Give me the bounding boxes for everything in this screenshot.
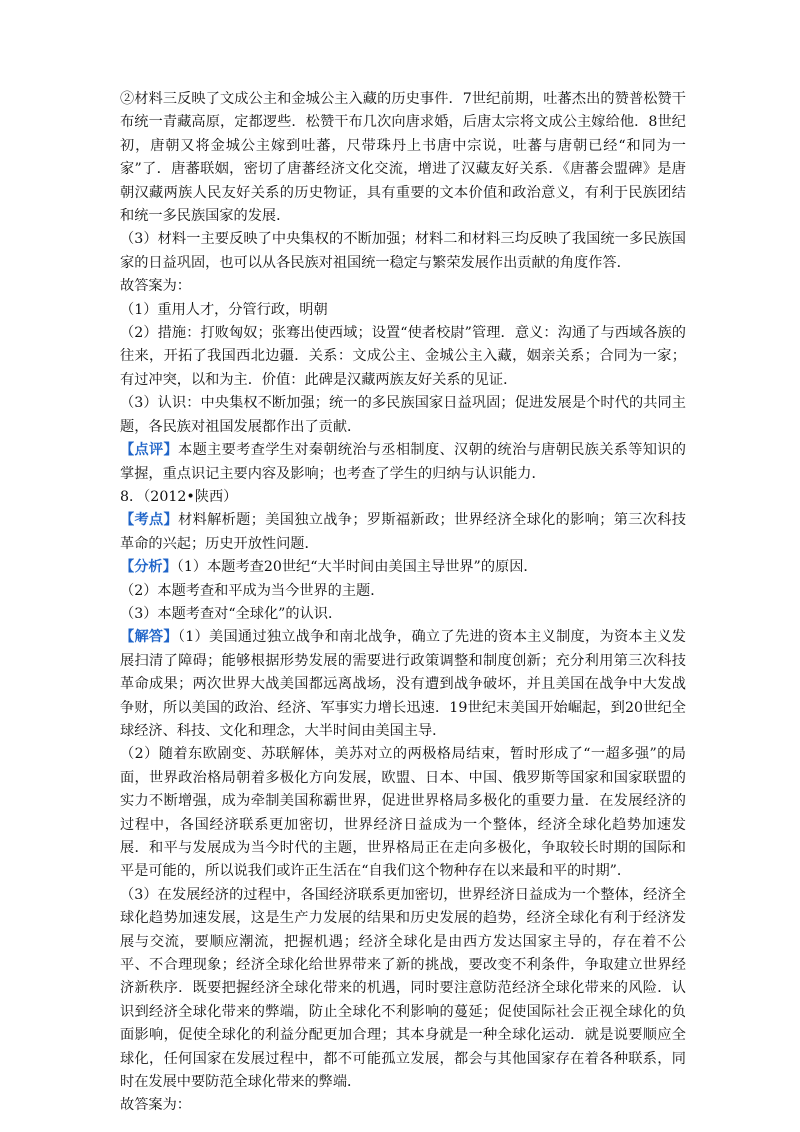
paragraph-text: （3）材料一主要反映了中央集权的不断加强；材料二和材料三均反映了我国统一多民族国家的日益巩固，也可以从各民族对祖国统一稳定与繁荣发展作出贡献的角度作答． bbox=[120, 231, 686, 271]
paragraph-text: （3）认识：中央集权不断加强；统一的多民族国家日益巩固；促进发展是个时代的共同主题，各民族对祖国发展都作出了贡献． bbox=[120, 395, 686, 435]
document-page bbox=[120, 88, 686, 1118]
paragraph-text: ②材料三反映了文成公主和金城公主入藏的历史事件．7世纪前期，吐蕃杰出的赞普松赞干布统一青藏高原，定都逻些．松赞干布几次向唐求婚，后唐太宗将文成公主嫁给他．8世纪初，唐朝又将金城公主嫁到吐蕃，尺带珠丹上书唐中宗说，吐蕃与唐朝已经“和同为一家”了．唐蕃联姻，密切了唐蕃经济文化交流，增进了汉藏友好关系．《唐蕃会盟碑》是唐朝汉藏两族人民友好关系的历史物证，具有重要的文本价值和政治意义，有利于民族团结和统一多民族国家的发展． bbox=[120, 91, 686, 225]
paragraph-text: 本题主要考查学生对秦朝统治与丞相制度、汉朝的统治与唐朝民族关系等知识的掌握，重点识记主要内容及影响；也考查了学生的归纳与认识能力． bbox=[120, 442, 686, 482]
paragraph-text: 故答案为： bbox=[120, 278, 191, 295]
paragraph-solution-2 bbox=[120, 743, 686, 883]
paragraph-answer-item-2 bbox=[120, 322, 686, 392]
paragraph-text: （1）本题考查20世纪“大半时间由美国主导世界”的原因． bbox=[176, 559, 538, 576]
paragraph-text: （1）重用人才，分管行政，明朝 bbox=[120, 301, 328, 318]
section-tag-solution: 【解答】 bbox=[120, 629, 178, 646]
section-tag-analysis: 【分析】 bbox=[120, 559, 177, 576]
paragraph-solution-1 bbox=[120, 626, 686, 743]
paragraph-text: （3）在发展经济的过程中，各国经济联系更加密切，世界经济日益成为一个整体，经济全球化趋势加速发展，这是生产力发展的结果和历史发展的趋势，经济全球化有利于经济发展与交流，要顺应潮流，把握机遇；经济全球化是由西方发达国家主导的，存在着不公平、不合理现象；经济全球化给世界带来了新的挑战，要改变不利条件，争取建立世界经济新秩序．既要把握经济全球化带来的机遇，同时要注意防范经济全球化带来的风险．认识到经济全球化带来的弊端，防止全球化不利影响的蔓延；促使国际社会正视全球化的负面影响，促使全球化的利益分配更加合理；其本身就是一种全球化运动．就是说要顺应全球化，任何国家在发展过程中，都不可能孤立发展，都会与其他国家存在着各种联系，同时在发展中要防范全球化带来的弊端． bbox=[120, 886, 686, 1091]
paragraph-answer-item-1 bbox=[120, 299, 686, 322]
paragraph-text: （2）本题考查和平成为当今世界的主题． bbox=[120, 582, 385, 599]
section-tag-key-points: 【考点】 bbox=[120, 512, 179, 529]
paragraph-comment bbox=[120, 439, 686, 486]
paragraph-answer-heading bbox=[120, 275, 686, 298]
paragraph-text: （1）美国通过独立战争和南北战争，确立了先进的资本主义制度，为资本主义发展扫清了障碍；能够根据形势发展的需要进行政策调整和制度创新；充分利用第三次科技革命成果；两次世界大战美国都远离战场，没有遭到战争破坏，并且美国在战争中大发战争财，所以美国的政治、经济、军事实力增长迅速．19世纪末美国开始崛起，到20世纪全球经济、科技、文化和理念，大半时间由美国主导． bbox=[120, 629, 686, 739]
section-tag-comment: 【点评】 bbox=[120, 442, 179, 459]
paragraph-answer-heading-2 bbox=[120, 1094, 686, 1117]
question-number-8 bbox=[120, 486, 686, 509]
paragraph-text: （2）随着东欧剧变、苏联解体，美苏对立的两极格局结束，暂时形成了“一超多强”的局面，世界政治格局朝着多极化方向发展，欧盟、日本、中国、俄罗斯等国家和国家联盟的实力不断增强，成为牵制美国称霸世界，促进世界格局多极化的重要力量．在发展经济的过程中，各国经济联系更加密切，世界经济日益成为一个整体，经济全球化趋势加速发展．和平与发展成为当今时代的主题，世界格局正在走向多极化，争取较长时期的国际和平是可能的，所以说我们或许正生活在“自我们这个物种存在以来最和平的时期”． bbox=[120, 746, 686, 880]
paragraph-text: （3）本题考查对“全球化”的认识． bbox=[120, 605, 343, 622]
paragraph-key-points bbox=[120, 509, 686, 556]
paragraph-answer-item-3 bbox=[120, 392, 686, 439]
paragraph-solution-3 bbox=[120, 884, 686, 1095]
paragraph-analysis-1 bbox=[120, 556, 686, 579]
paragraph-analysis-3 bbox=[120, 603, 686, 626]
paragraph-analysis-2 bbox=[120, 580, 686, 603]
paragraph-answer-3 bbox=[120, 228, 686, 275]
paragraph-text: （2）措施：打败匈奴；张骞出使西域；设置“使者校尉”管理．意义：沟通了与西域各族的往来，开拓了我国西北边疆．关系：文成公主、金城公主入藏，姻亲关系；合同为一家；有过冲突，以和为主．价值：此碑是汉藏两族友好关系的见证． bbox=[120, 325, 686, 388]
paragraph-text: 8．（2012•陕西） bbox=[120, 488, 238, 505]
paragraph-text: 故答案为： bbox=[120, 1097, 191, 1114]
paragraph-answer-2-material-3 bbox=[120, 88, 686, 228]
paragraph-text: 材料解析题；美国独立战争；罗斯福新政；世界经济全球化的影响；第三次科技革命的兴起；历史开放性问题． bbox=[120, 512, 686, 552]
